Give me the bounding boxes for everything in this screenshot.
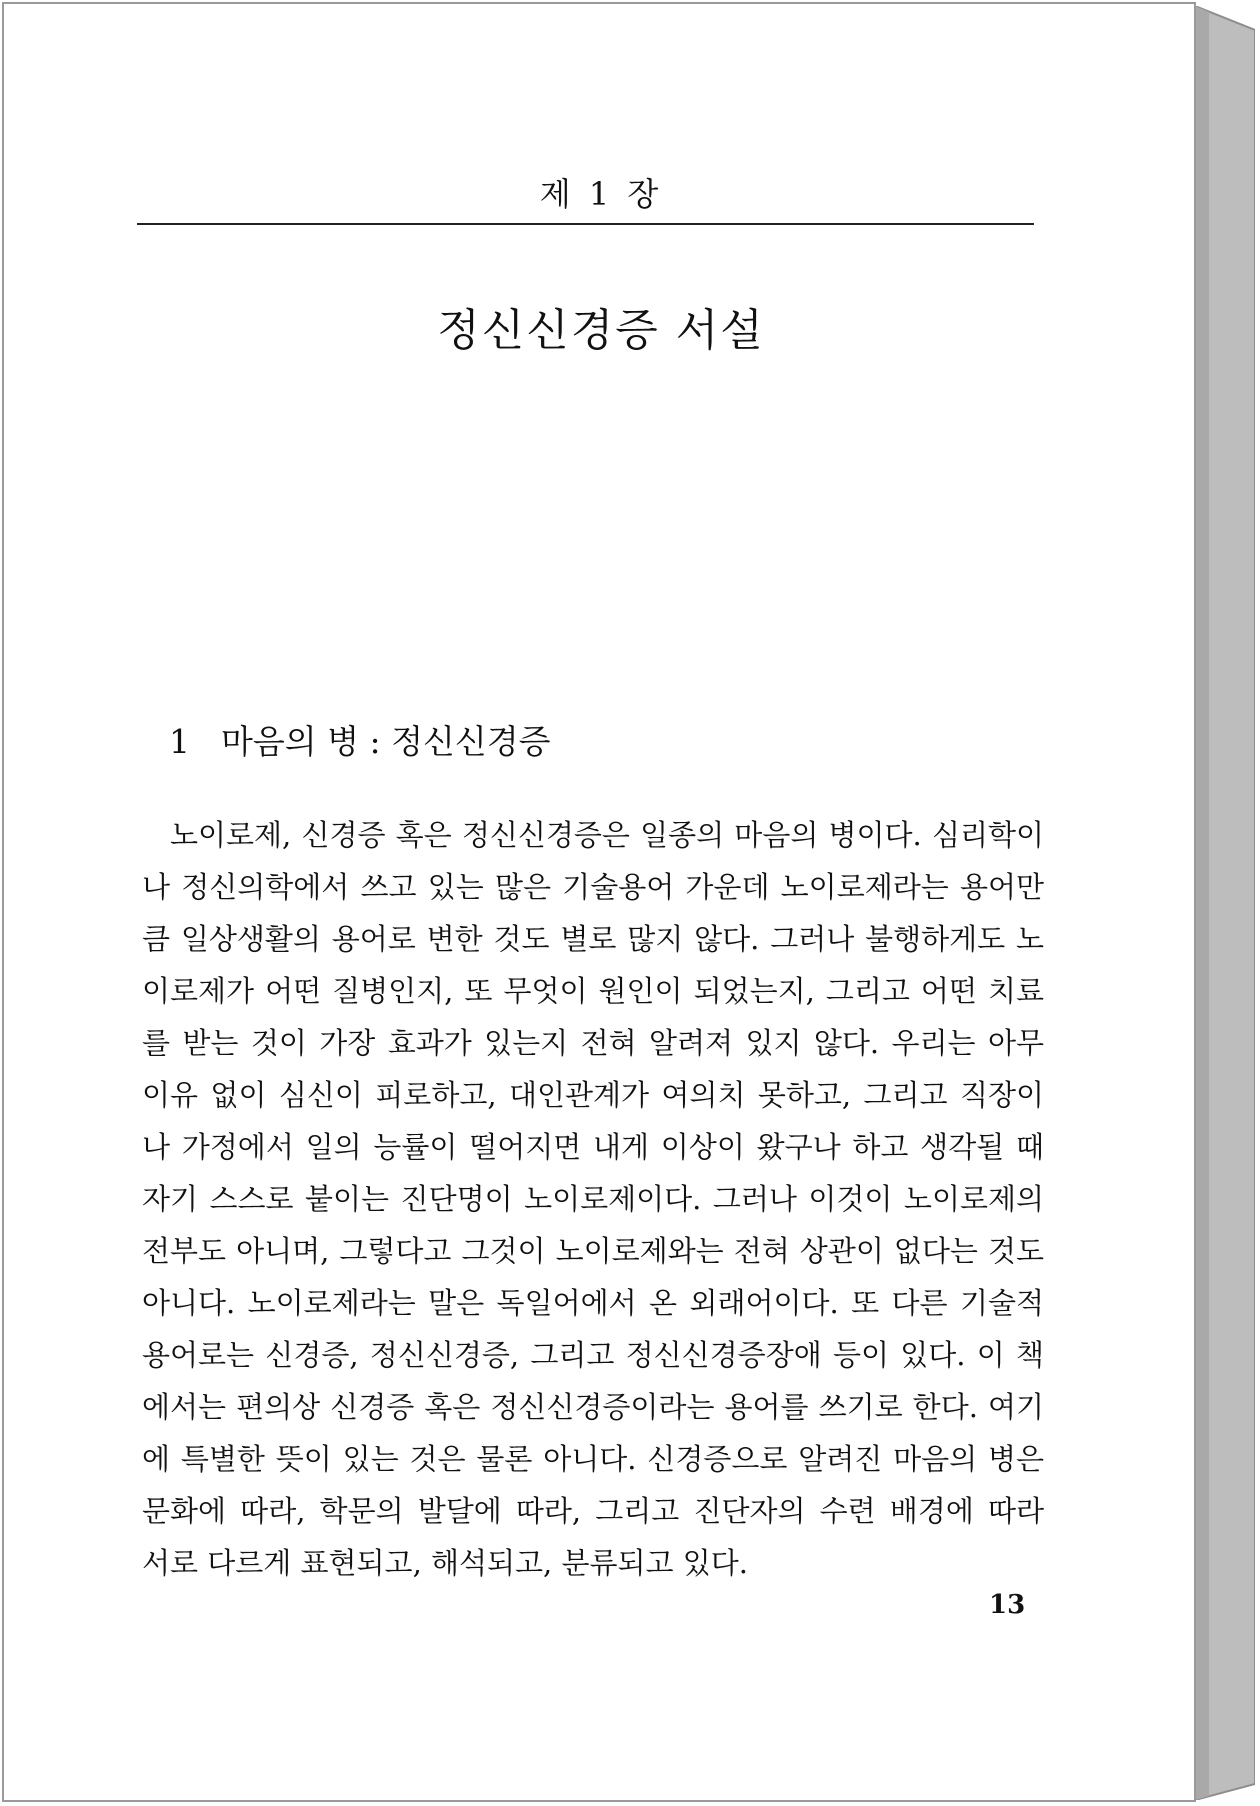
paragraph-line: 에 특별한 뜻이 있는 것은 물론 아니다. 신경증으로 알려진 마음의 병은 (142, 1442, 1044, 1476)
section-title: 마음의 병 : 정신신경증 (221, 722, 551, 761)
chapter-title: 정신신경증 서설 (437, 305, 765, 356)
paragraph-line: 아니다. 노이로제라는 말은 독일어에서 온 외래어이다. 또 다른 기술적 (142, 1286, 1044, 1320)
book-page (2, 2, 1196, 1802)
paragraph-line: 나 가정에서 일의 능률이 떨어지면 내게 이상이 왔구나 하고 생각될 때 (142, 1130, 1044, 1164)
paragraph-line: 문화에 따라, 학문의 발달에 따라, 그리고 진단자의 수련 배경에 따라 (142, 1494, 1044, 1528)
body-paragraph (142, 809, 1044, 1589)
paragraph-line: 자기 스스로 붙이는 진단명이 노이로제이다. 그러나 이것이 노이로제의 (142, 1182, 1044, 1216)
section-heading (169, 716, 551, 763)
paragraph-line: 노이로제, 신경증 혹은 정신신경증은 일종의 마음의 병이다. 심리학이 (170, 818, 1044, 852)
chapter-divider (137, 223, 1034, 225)
paragraph-line: 를 받는 것이 가장 효과가 있는지 전혀 알려져 있지 않다. 우리는 아무 (142, 1026, 1044, 1060)
paragraph-line: 전부도 아니며, 그렇다고 그것이 노이로제와는 전혀 상관이 없다는 것도 (142, 1234, 1044, 1268)
paragraph-line: 이유 없이 심신이 피로하고, 대인관계가 여의치 못하고, 그리고 직장이 (142, 1078, 1044, 1112)
book-side-edge (1195, 6, 1255, 1800)
paragraph-line: 큼 일상생활의 용어로 변한 것도 별로 많지 않다. 그러나 불행하게도 노 (142, 922, 1044, 956)
paragraph-line: 에서는 편의상 신경증 혹은 정신신경증이라는 용어를 쓰기로 한다. 여기 (142, 1390, 1044, 1424)
paragraph-line: 나 정신의학에서 쓰고 있는 많은 기술용어 가운데 노이로제라는 용어만 (142, 870, 1044, 904)
chapter-label: 제 1 장 (539, 175, 663, 213)
section-number: 1 (169, 722, 190, 761)
page-number: 13 (989, 1590, 1026, 1620)
paragraph-line: 이로제가 어떤 질병인지, 또 무엇이 원인이 되었는지, 그리고 어떤 치료 (142, 974, 1044, 1008)
paragraph-line: 서로 다르게 표현되고, 해석되고, 분류되고 있다. (142, 1546, 749, 1580)
paragraph-line: 용어로는 신경증, 정신신경증, 그리고 정신신경증장애 등이 있다. 이 책 (142, 1338, 1044, 1372)
